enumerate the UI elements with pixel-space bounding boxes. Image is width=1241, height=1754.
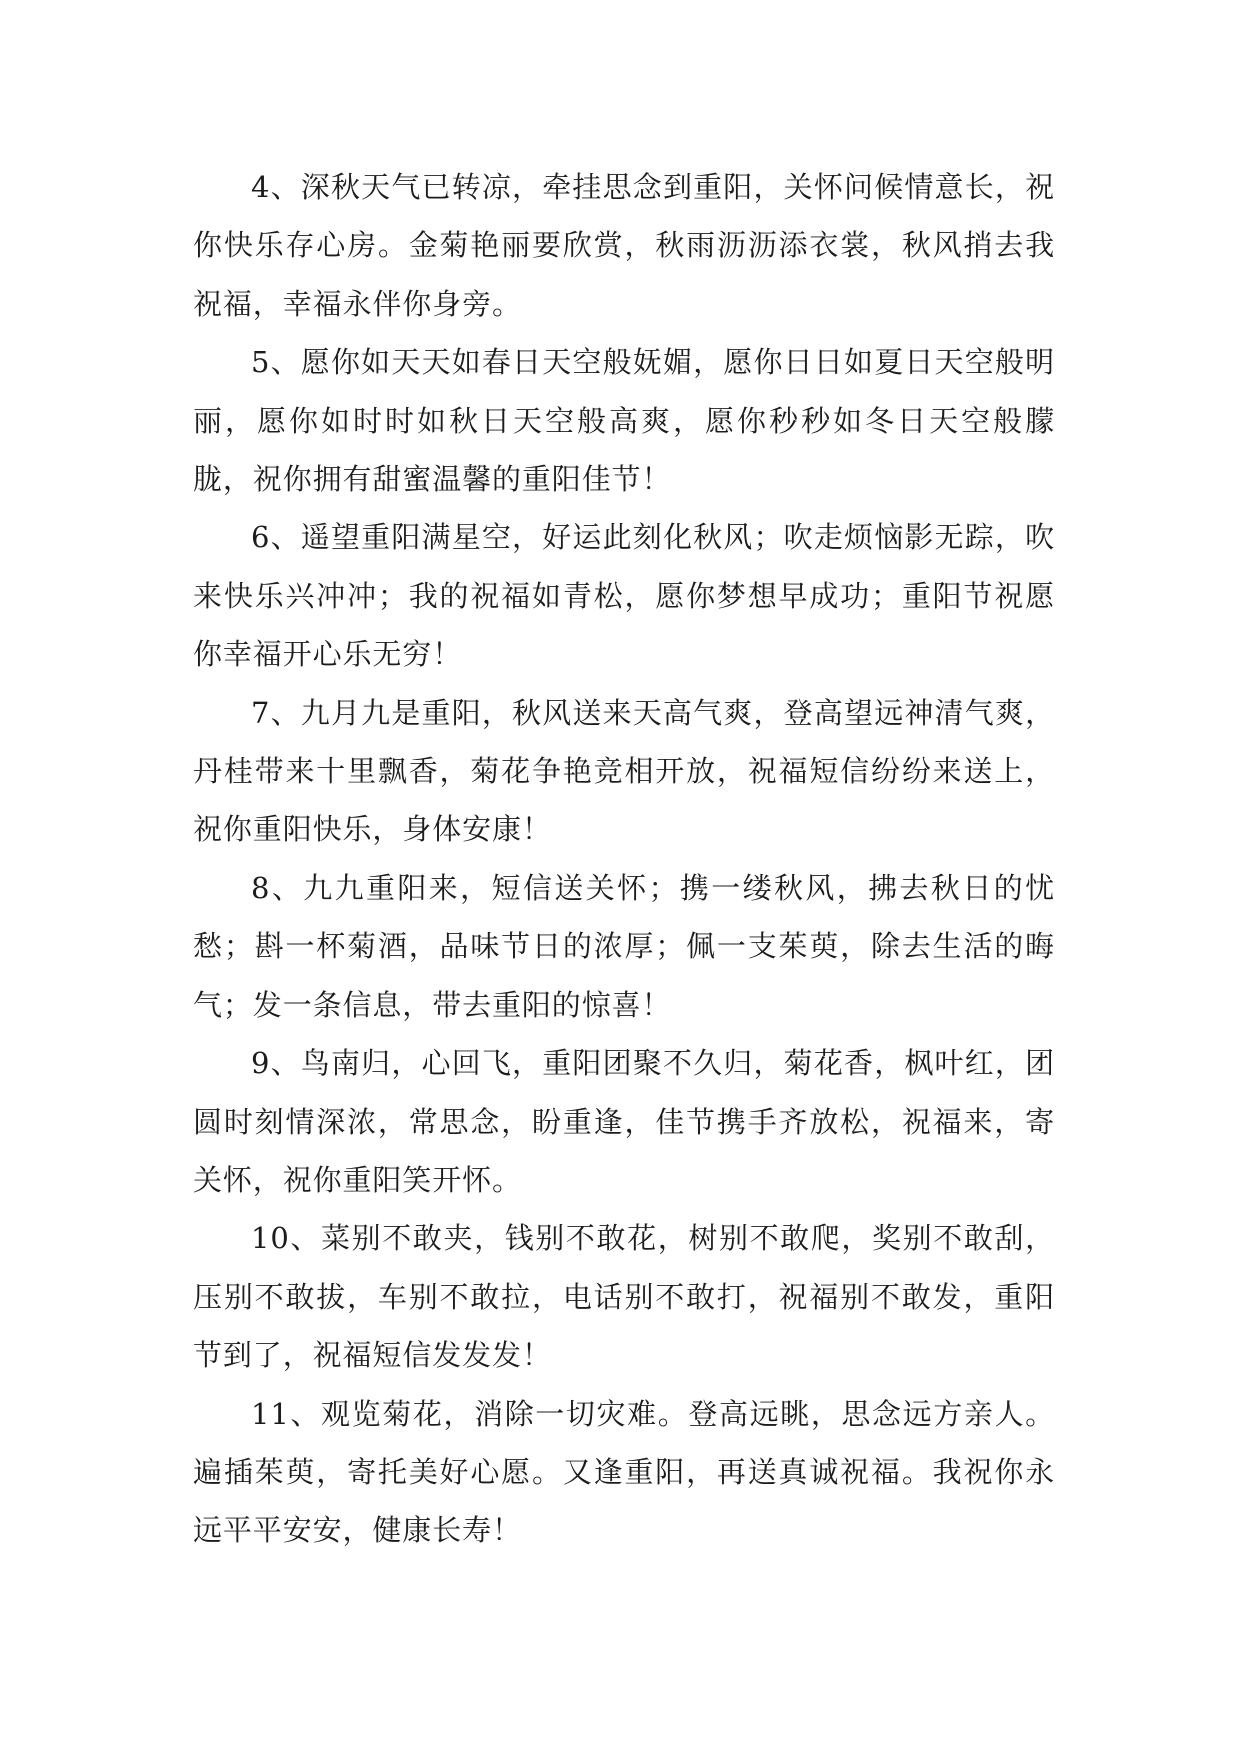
paragraph-10: 10、菜别不敢夹，钱别不敢花，树别不敢爬，奖别不敢刮，压别不敢拔，车别不敢拉，电话别不敢打，祝福别不敢发，重阳节到了，祝福短信发发发！ — [193, 1221, 1055, 1373]
paragraph-4: 4、深秋天气已转凉，牵挂思念到重阳，关怀问候情意长，祝你快乐存心房。金菊艳丽要欣赏，秋雨沥沥添衣裳，秋风捎去我祝福，幸福永伴你身旁。 — [193, 170, 1055, 321]
paragraph-5: 5、愿你如天天如春日天空般妩媚，愿你日日如夏日天空般明丽，愿你如时时如秋日天空般高爽，愿你秒秒如冬日天空般朦胧，祝你拥有甜蜜温馨的重阳佳节！ — [193, 345, 1055, 497]
paragraph-7: 7、九月九是重阳，秋风送来天高气爽，登高望远神清气爽，丹桂带来十里飘香，菊花争艳竞相开放，祝福短信纷纷来送上，祝你重阳快乐，身体安康！ — [193, 695, 1055, 847]
paragraph-8: 8、九九重阳来，短信送关怀；携一缕秋风，拂去秋日的忧愁；斟一杯菊酒，品味节日的浓厚；佩一支茱萸，除去生活的晦气；发一条信息，带去重阳的惊喜！ — [193, 870, 1055, 1022]
paragraph-9: 9、鸟南归，心回飞，重阳团聚不久归，菊花香，枫叶红，团圆时刻情深浓，常思念，盼重逢，佳节携手齐放松，祝福来，寄关怀，祝你重阳笑开怀。 — [193, 1046, 1055, 1197]
paragraph-6: 6、遥望重阳满星空，好运此刻化秋风；吹走烦恼影无踪，吹来快乐兴冲冲；我的祝福如青松，愿你梦想早成功；重阳节祝愿你幸福开心乐无穷！ — [193, 520, 1055, 672]
document-body — [193, 158, 1055, 1560]
paragraph-11: 11、观览菊花，消除一切灾难。登高远眺，思念远方亲人。遍插茱萸，寄托美好心愿。又逢重阳，再送真诚祝福。我祝你永远平平安安，健康长寿！ — [193, 1396, 1055, 1548]
